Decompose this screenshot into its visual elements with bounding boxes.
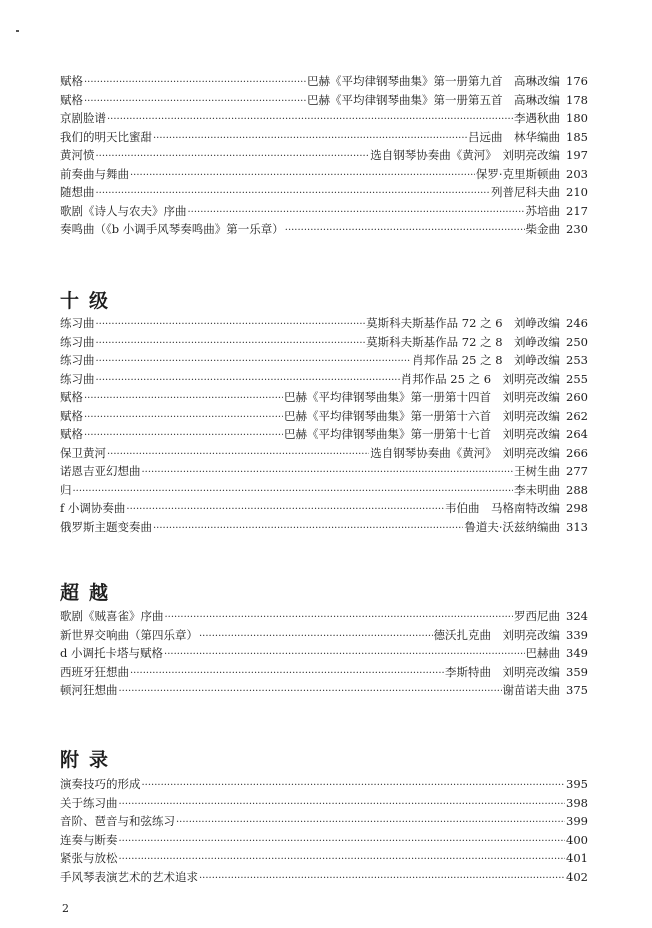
toc-entry — [60, 72, 588, 91]
dot-leader — [176, 814, 565, 833]
entry-title: 新世界交响曲（第四乐章） — [60, 627, 198, 642]
toc-entry — [60, 370, 588, 389]
entry-page: 178 — [566, 92, 588, 107]
entry-title: 赋格 — [60, 408, 83, 423]
entry-source: 莫斯科夫斯基作品 72 之 6 刘峥改编 — [366, 316, 561, 330]
dot-leader — [119, 796, 566, 815]
entry-title: 黄河愤 — [60, 148, 95, 162]
dot-leader — [119, 683, 502, 702]
entry-title: 随想曲 — [60, 185, 95, 199]
entry-source: 德沃扎克曲 刘明亮改编 — [433, 627, 561, 642]
entry-page: 349 — [566, 646, 588, 660]
entry-page: 203 — [566, 166, 588, 181]
toc-entry — [60, 128, 588, 147]
entry-source: 李遇秋曲 — [514, 111, 561, 125]
entry-source: 巴赫曲 — [525, 646, 561, 660]
entry-title: 手风琴表演艺术的艺术追求 — [60, 869, 198, 884]
dot-leader — [119, 833, 566, 852]
dot-leader — [84, 74, 306, 93]
toc-entry — [60, 481, 588, 500]
entry-page: 313 — [566, 519, 588, 534]
toc-section-appendix — [60, 775, 588, 886]
entry-title: 练习曲 — [60, 353, 95, 367]
entry-source: 谢苗诺夫曲 — [502, 683, 561, 697]
dot-leader — [285, 222, 525, 241]
entry-title: 演奏技巧的形成 — [60, 777, 141, 791]
entry-page: 255 — [566, 371, 588, 386]
dot-leader — [96, 353, 412, 372]
entry-source: 选自钢琴协奏曲《黄河》 刘明亮改编 — [370, 445, 561, 460]
entry-source: 肖邦作品 25 之 6 刘明亮改编 — [400, 371, 561, 386]
toc-entry — [60, 146, 588, 165]
entry-source: 柴金曲 — [525, 222, 561, 236]
toc-entry — [60, 831, 588, 850]
entry-page: 176 — [566, 74, 588, 88]
entry-title: 归 — [60, 482, 72, 497]
dot-leader — [96, 148, 370, 167]
toc-entry — [60, 388, 588, 407]
entry-page: 180 — [566, 111, 588, 125]
entry-title: 关于练习曲 — [60, 795, 118, 810]
entry-title: 赋格 — [60, 390, 83, 404]
toc-entry — [60, 663, 588, 682]
dot-leader — [107, 446, 369, 465]
entry-source: 巴赫《平均律钢琴曲集》第一册第十七首 刘明亮改编 — [284, 427, 561, 441]
toc-entry — [60, 812, 588, 831]
toc-section-continued — [60, 72, 588, 239]
entry-page: 324 — [566, 609, 588, 623]
dot-leader — [107, 111, 513, 130]
dot-leader — [142, 777, 566, 796]
entry-source: 保罗·克里斯顿曲 — [475, 166, 561, 181]
dot-leader — [199, 870, 565, 889]
entry-source: 巴赫《平均律钢琴曲集》第一册第十四首 刘明亮改编 — [284, 390, 561, 404]
entry-page: 260 — [566, 390, 588, 404]
entry-title: 赋格 — [60, 92, 83, 107]
entry-source: 李斯特曲 刘明亮改编 — [445, 664, 561, 679]
toc-entry — [60, 314, 588, 333]
toc-entry — [60, 775, 588, 794]
section-heading: 超越 — [60, 582, 119, 604]
entry-title: 歌剧《诗人与农夫》序曲 — [60, 203, 187, 218]
toc-entry — [60, 518, 588, 537]
entry-page: 359 — [566, 664, 588, 679]
entry-source: 莫斯科夫斯基作品 72 之 8 刘峥改编 — [366, 334, 561, 349]
dot-leader — [84, 427, 283, 446]
dot-leader — [142, 464, 514, 483]
toc-entry — [60, 91, 588, 110]
dot-leader — [153, 520, 463, 539]
toc-entry — [60, 202, 588, 221]
toc-entry — [60, 333, 588, 352]
entry-source: 巴赫《平均律钢琴曲集》第一册第五首 高琳改编 — [307, 92, 561, 107]
entry-title: 西班牙狂想曲 — [60, 664, 129, 679]
toc-entry — [60, 681, 588, 700]
entry-title: 赋格 — [60, 74, 83, 88]
toc-entry — [60, 444, 588, 463]
toc-entry — [60, 220, 588, 239]
entry-title: f 小调协奏曲 — [60, 501, 126, 515]
dot-leader — [130, 167, 475, 186]
section-heading: 十级 — [60, 290, 119, 312]
dot-leader — [96, 335, 366, 354]
toc-entry — [60, 165, 588, 184]
entry-title: 连奏与断奏 — [60, 832, 118, 847]
toc-entry — [60, 626, 588, 645]
entry-page: 230 — [566, 222, 588, 236]
entry-page: 400 — [566, 832, 588, 847]
entry-title: 赋格 — [60, 427, 83, 441]
entry-source: 罗西尼曲 — [514, 609, 561, 623]
entry-page: 395 — [566, 777, 588, 791]
dot-leader — [84, 390, 283, 409]
entry-source: 巴赫《平均律钢琴曲集》第一册第十六首 刘明亮改编 — [284, 408, 561, 423]
toc-entry — [60, 183, 588, 202]
toc-entry — [60, 425, 588, 444]
entry-title: 顿河狂想曲 — [60, 683, 118, 697]
entry-page: 375 — [566, 683, 588, 697]
dot-leader — [199, 628, 433, 647]
entry-title: d 小调托卡塔与赋格 — [60, 646, 164, 660]
toc-entry — [60, 607, 588, 626]
entry-title: 前奏曲与舞曲 — [60, 166, 129, 181]
entry-title: 我们的明天比蜜甜 — [60, 129, 152, 144]
entry-page: 262 — [566, 408, 588, 423]
entry-page: 399 — [566, 814, 588, 828]
entry-source: 巴赫《平均律钢琴曲集》第一册第九首 高琳改编 — [307, 74, 561, 88]
dot-leader — [84, 93, 306, 112]
toc-entry — [60, 407, 588, 426]
entry-page: 277 — [566, 464, 588, 478]
dot-leader — [130, 665, 444, 684]
toc-entry — [60, 109, 588, 128]
entry-title: 诺恩吉亚幻想曲 — [60, 464, 141, 478]
toc-entry — [60, 794, 588, 813]
entry-page: 197 — [566, 148, 588, 162]
entry-page: 217 — [566, 203, 588, 218]
entry-source: 苏培曲 — [525, 203, 561, 218]
entry-page: 253 — [566, 353, 588, 367]
entry-page: 185 — [566, 129, 588, 144]
entry-page: 210 — [566, 185, 588, 199]
entry-source: 王树生曲 — [514, 464, 561, 478]
entry-page: 246 — [566, 316, 588, 330]
dot-leader — [126, 501, 444, 520]
entry-title: 练习曲 — [60, 316, 95, 330]
entry-page: 250 — [566, 334, 588, 349]
entry-title: 保卫黄河 — [60, 445, 106, 460]
entry-source: 韦伯曲 马格南特改编 — [445, 501, 561, 515]
section-heading: 附录 — [60, 749, 119, 771]
entry-page: 402 — [566, 869, 588, 884]
entry-page: 288 — [566, 482, 588, 497]
entry-source: 李未明曲 — [514, 482, 561, 497]
entry-source: 吕远曲 林华编曲 — [468, 129, 561, 144]
toc-section-level-10 — [60, 314, 588, 536]
scan-mark — [16, 30, 19, 32]
toc-entry — [60, 849, 588, 868]
toc-entry — [60, 351, 588, 370]
dot-leader — [84, 409, 283, 428]
entry-source: 列普尼科夫曲 — [491, 185, 561, 199]
toc-section-beyond — [60, 607, 588, 700]
entry-title: 歌剧《贼喜雀》序曲 — [60, 609, 164, 623]
toc-entry — [60, 499, 588, 518]
entry-title: 音阶、琶音与和弦练习 — [60, 814, 175, 828]
entry-page: 266 — [566, 445, 588, 460]
entry-title: 练习曲 — [60, 334, 95, 349]
toc-entry — [60, 868, 588, 887]
entry-title: 紧张与放松 — [60, 851, 118, 865]
entry-page: 339 — [566, 627, 588, 642]
entry-page: 264 — [566, 427, 588, 441]
entry-source: 肖邦作品 25 之 8 刘峥改编 — [412, 353, 561, 367]
entry-title: 俄罗斯主题变奏曲 — [60, 519, 152, 534]
entry-title: 奏鸣曲（《b 小调手风琴奏鸣曲》第一乐章） — [60, 222, 284, 236]
entry-source: 鲁道夫·沃兹纳编曲 — [464, 519, 561, 534]
dot-leader — [96, 316, 366, 335]
entry-title: 京剧脸谱 — [60, 111, 106, 125]
entry-page: 401 — [566, 851, 588, 865]
toc-entry — [60, 462, 588, 481]
page-number: 2 — [62, 902, 69, 915]
toc-entry — [60, 644, 588, 663]
entry-source: 选自钢琴协奏曲《黄河》 刘明亮改编 — [370, 148, 561, 162]
entry-page: 298 — [566, 501, 588, 515]
entry-title: 练习曲 — [60, 371, 95, 386]
entry-page: 398 — [566, 795, 588, 810]
